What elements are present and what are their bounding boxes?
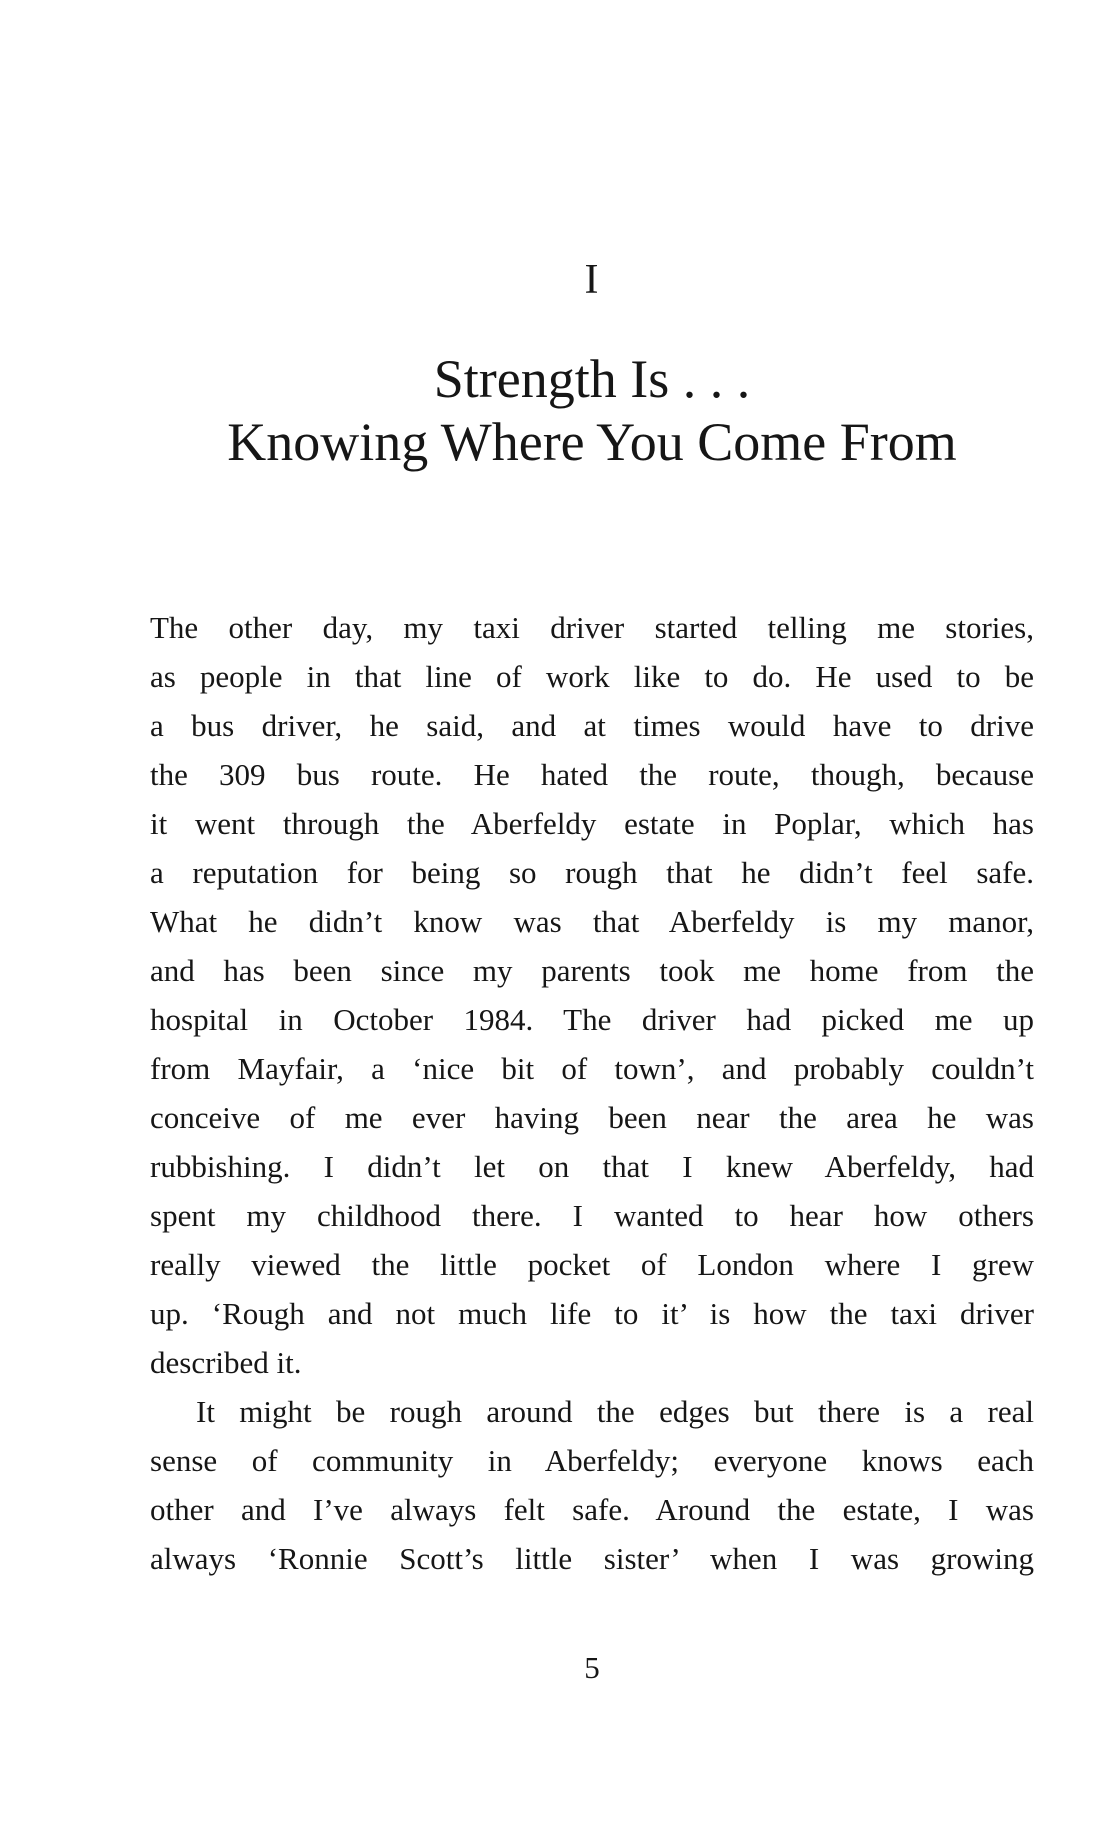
body-line: What he didn’t know was that Aberfeldy is my manor, — [150, 904, 1034, 939]
body-line: described it. — [150, 1345, 302, 1380]
chapter-title — [115, 348, 1069, 474]
body-line: It might be rough around the edges but there is a real — [196, 1394, 1034, 1429]
body-line: from Mayfair, a ‘nice bit of town’, and probably couldn’t — [150, 1051, 1034, 1086]
body-line: other and I’ve always felt safe. Around the estate, I was — [150, 1492, 1034, 1527]
body-line: always ‘Ronnie Scott’s little sister’ when I was growing — [150, 1541, 1034, 1576]
body-line: it went through the Aberfeldy estate in Poplar, which has — [150, 806, 1034, 841]
body-line: the 309 bus route. He hated the route, though, because — [150, 757, 1034, 792]
body-line: and has been since my parents took me home from the — [150, 953, 1034, 988]
body-line: a reputation for being so rough that he didn’t feel safe. — [150, 855, 1034, 890]
body-line: sense of community in Aberfeldy; everyone knows each — [150, 1443, 1034, 1478]
body-line: hospital in October 1984. The driver had picked me up — [150, 1002, 1034, 1037]
body-line: conceive of me ever having been near the area he was — [150, 1100, 1034, 1135]
page-number: 5 — [584, 1650, 600, 1685]
body-line: up. ‘Rough and not much life to it’ is how the taxi driver — [150, 1296, 1034, 1331]
chapter-title-line-2: Knowing Where You Come From — [227, 412, 957, 472]
body-text — [150, 603, 1034, 1583]
body-line: spent my childhood there. I wanted to hear how others — [150, 1198, 1034, 1233]
body-line: as people in that line of work like to do. He used to be — [150, 659, 1034, 694]
body-line: rubbishing. I didn’t let on that I knew Aberfeldy, had — [150, 1149, 1034, 1184]
body-line: The other day, my taxi driver started telling me stories, — [150, 610, 1034, 645]
body-line: really viewed the little pocket of London where I grew — [150, 1247, 1034, 1282]
chapter-title-line-1: Strength Is . . . — [433, 349, 751, 409]
body-line: a bus driver, he said, and at times would have to drive — [150, 708, 1034, 743]
chapter-number: I — [584, 257, 600, 303]
